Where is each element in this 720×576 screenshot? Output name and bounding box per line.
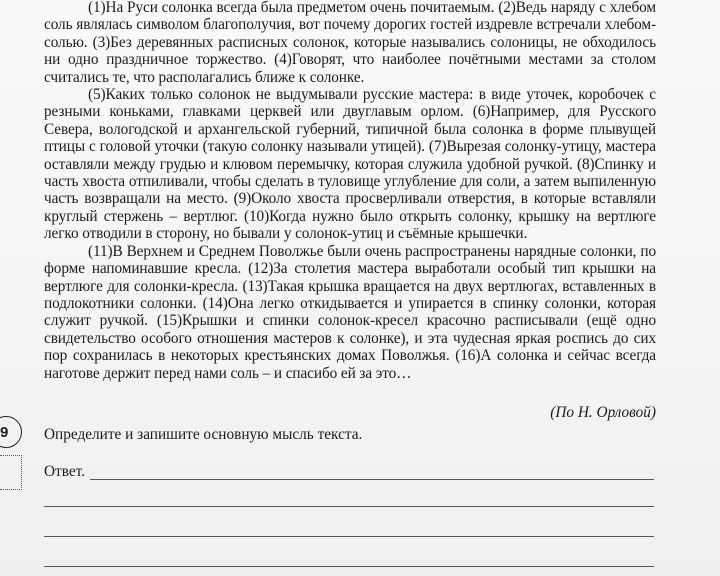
author-attribution: (По Н. Орловой)	[550, 404, 656, 421]
paragraph-3: (11)В Верхнем и Среднем Поволжье были очень распространены нарядные солонки, по форме напоминавшие кресла. (12)За столетия мастера выработали особый тип крышки на вертлюге для солонки-кресла. (13)Такая крышка вращается на двух вертлюгах, вставленных в подлокотники солонки. (14)Она легко откидывается и упирается в спинку солонки, которая служит ручкой. (15)Крышки и спинки солонок-кресел красочно расписывали (ещё одно свидетельство особого отношения мастеров к солонке), и эта чудесная яркая роспись до сих пор сохранилась в некоторых крестьянских домах Поволжья. (16)А солонка и сейчас всегда наготове держит перед нами соль – и спасибо ей за это…	[44, 242, 656, 382]
task-question: Определите и запишите основную мысль текста.	[44, 426, 363, 443]
answer-line[interactable]	[44, 506, 654, 507]
paragraph-1: (1)На Руси солонка всегда была предметом очень почитаемым. (2)Ведь наряду с хлебом соль являлась символом благополучия, вот почему дорогих гостей издревле встречали хлебом-солью. (3)Без деревянных расписных солонок, которые назывались солоницы, не обходилось ни одно праздничное торжество. (4)Говорят, что наиболее почётными местами за столом считались те, что располагались ближе к солонке.	[44, 0, 656, 86]
answer-line[interactable]	[44, 566, 654, 567]
answer-label: Ответ.	[44, 463, 86, 480]
answer-code-box	[0, 455, 22, 490]
reading-text	[44, 0, 656, 382]
answer-line[interactable]	[44, 536, 654, 537]
task-number: 9	[0, 424, 9, 441]
paragraph-2: (5)Каких только солонок не выдумывали русские мастера: в виде уточек, коробочек с резными коньками, главками церквей или двуглавым орлом. (6)Например, для Русского Севера, вологодской и архангельской губерний, типичной была солонка в форме плывущей птицы с головой уточки (такую солонку называли утицей). (7)Вырезая солонку-утицу, мастера оставляли между грудью и клювом перемычку, которая служила удобной ручкой. (8)Спинку и часть хвоста отпиливали, чтобы сделать в туловище углубление для соли, а затем выпиленную часть возвращали на место. (9)Около хвоста просверливали отверстия, в которые вставляли круглый стержень – вертлюг. (10)Когда нужно было открыть солонку, крышку на вертлюге легко отводили в сторону, но бывали у солонок-утиц и съёмные крышечки.	[44, 86, 656, 243]
answer-line[interactable]	[90, 479, 654, 480]
